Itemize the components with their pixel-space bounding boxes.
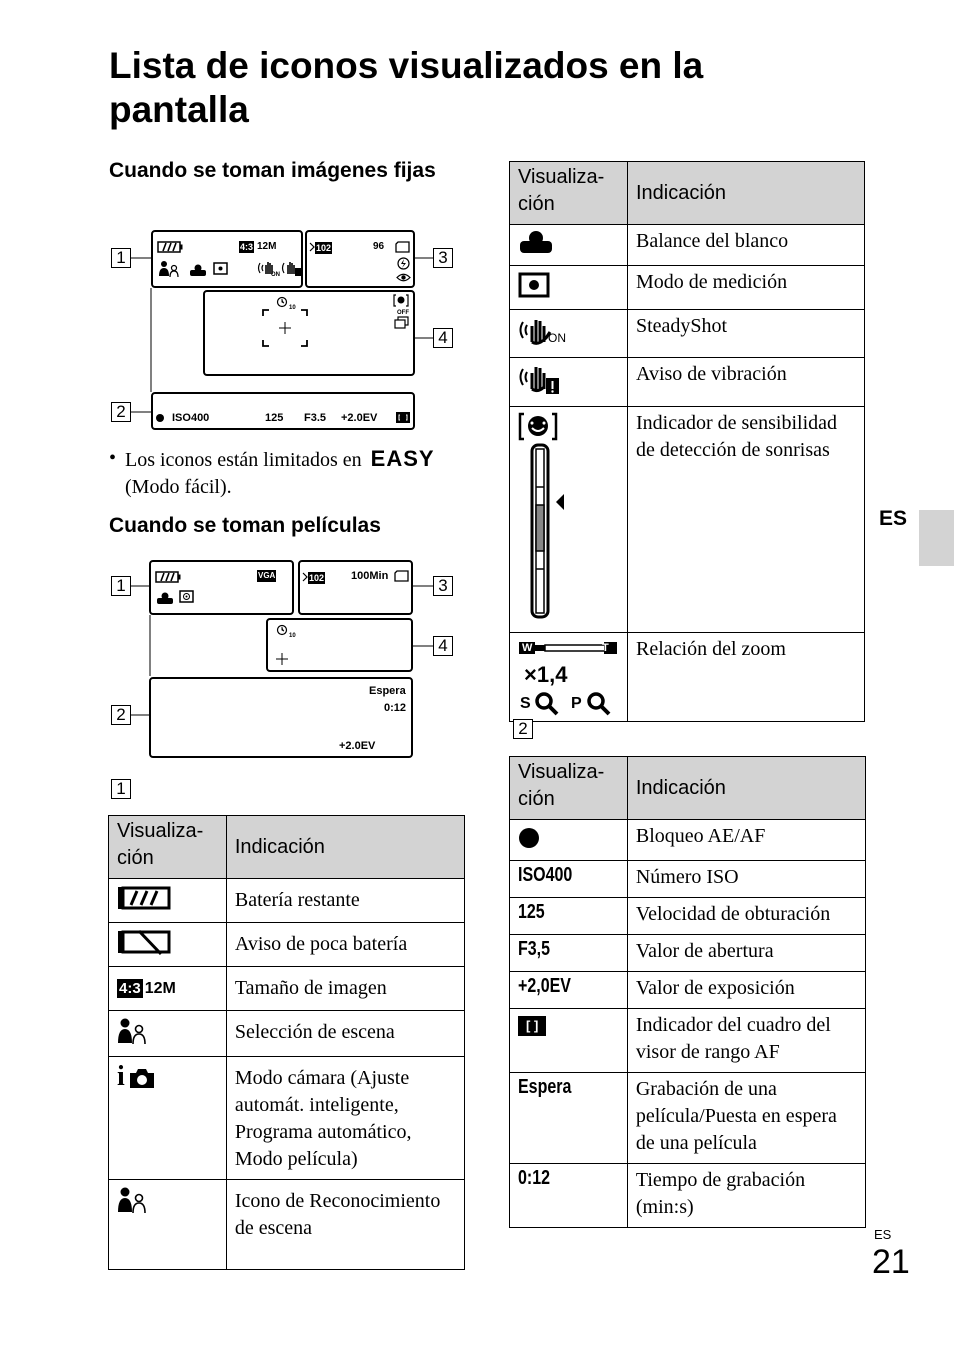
table-row — [510, 310, 865, 358]
iso-label: ISO400 — [518, 864, 573, 886]
battery-low-icon — [117, 929, 173, 955]
table1b-desc-1: Modo de medición — [627, 266, 864, 310]
ev-label: +2,0EV — [518, 975, 571, 997]
callout-2: 2 — [111, 402, 131, 422]
white-balance-table-icon — [518, 230, 554, 254]
table2-desc-2: Velocidad de obturación — [627, 898, 865, 935]
drive-mode-icon — [394, 316, 410, 330]
table-row — [510, 407, 865, 633]
language-tab-label: ES — [879, 507, 908, 530]
table2-desc-0: Bloqueo AE/AF — [627, 820, 865, 861]
movie-battery-icon — [155, 571, 181, 583]
table1-desc-2: Tamaño de imagen — [226, 967, 464, 1011]
zoom-ratio: ×1,4 — [524, 662, 568, 687]
af-range-finder-icon — [396, 412, 410, 423]
still-heading: Cuando se toman imágenes fijas — [109, 159, 436, 182]
zoom-t-label: T — [602, 642, 609, 654]
table-row — [510, 1164, 866, 1228]
folder-number: 102 — [316, 243, 332, 253]
display-table-2 — [509, 756, 866, 1228]
scene-recognition-icon — [158, 260, 182, 278]
still-note-suffix: (Modo fácil). — [125, 476, 232, 498]
table1-desc-1: Aviso de poca batería — [226, 923, 464, 967]
table-row — [510, 1009, 866, 1073]
movie-box-2 — [149, 677, 413, 758]
table-row — [109, 879, 465, 923]
camera-mode-icon — [129, 1067, 155, 1089]
table1b-header-display: Visualiza- ción — [510, 162, 628, 225]
battery-full-icon — [117, 885, 173, 911]
table1b-desc-0: Balance del blanco — [627, 225, 864, 266]
movie-metering-icon — [179, 590, 195, 604]
table-row — [109, 1011, 465, 1057]
table-row — [510, 972, 866, 1009]
camera-mode-letter: i — [117, 1061, 125, 1092]
table1-header-display: Visualiza- ción — [109, 816, 227, 879]
movie-box-4 — [266, 618, 413, 672]
footer-lang: ES — [874, 1227, 892, 1242]
table1b-desc-4: Indicador de sensibilidad de detección de sonrisas — [627, 407, 864, 633]
zoom-w-label: W — [522, 642, 533, 654]
page-title: Lista de iconos visualizados en la pantalla — [109, 45, 704, 130]
smile-detection-sub: OFF — [397, 310, 409, 316]
table-row — [109, 967, 465, 1011]
still-box-1 — [151, 230, 303, 288]
table-row — [510, 861, 866, 898]
ev-value: +2.0EV — [341, 412, 378, 424]
table-row — [510, 633, 865, 722]
table-row — [510, 898, 866, 935]
image-size-value-icon: 12M — [144, 980, 176, 997]
zoom-p-label: P — [571, 695, 582, 712]
iso-value: ISO400 — [172, 412, 210, 424]
shutter-value: 125 — [265, 412, 284, 424]
steadyshot-sub: ON — [271, 272, 280, 278]
flash-icon — [397, 257, 410, 270]
callout-1: 1 — [111, 248, 131, 268]
ae-af-lock-table-icon — [518, 827, 540, 849]
movie-time: 0:12 — [384, 702, 407, 714]
smile-detection-icon — [393, 294, 411, 308]
table-row — [109, 1180, 465, 1270]
table1-header-indication: Indicación — [226, 816, 464, 879]
still-box-2 — [151, 392, 415, 430]
table2-desc-4: Valor de exposición — [627, 972, 865, 1009]
zoom-s-label: S — [520, 695, 531, 712]
table1b-desc-5: Relación del zoom — [627, 633, 864, 722]
movie-folder-number: 102 — [309, 573, 325, 583]
table1-desc-0: Batería restante — [226, 879, 464, 923]
shutter-label: 125 — [518, 901, 545, 923]
display-table-1b — [509, 161, 865, 722]
movie-size-badge: VGA — [258, 571, 276, 580]
aspect-badge: 4:3 — [240, 242, 254, 252]
table-row — [109, 1057, 465, 1180]
movie-crosshair-icon — [275, 652, 289, 666]
smile-sensitivity-icon — [518, 411, 568, 621]
table-row — [510, 820, 866, 861]
movie-box-3 — [298, 560, 413, 615]
rec-time-label: 0:12 — [518, 1167, 551, 1189]
movie-box-1 — [149, 560, 294, 615]
af-range-icon: [ ] — [518, 1016, 546, 1036]
image-size-aspect-icon: 4:3 — [119, 980, 141, 997]
table-row — [109, 923, 465, 967]
vibration-warning-icon — [281, 259, 303, 277]
white-balance-icon — [189, 264, 207, 276]
table-row — [510, 935, 866, 972]
table1b-desc-3: Aviso de vibración — [627, 358, 864, 407]
table-row — [510, 1073, 866, 1164]
standby-label: Espera — [518, 1076, 572, 1098]
page-number: 21 — [872, 1243, 910, 1281]
af-frame-icon — [261, 308, 309, 348]
table2-header-display: Visualiza- ción — [510, 757, 628, 820]
movie-selftimer-sub: 10 — [289, 633, 296, 639]
movie-standby: Espera — [369, 685, 406, 697]
image-size: 12M — [257, 241, 277, 252]
table2-desc-6: Grabación de una película/Puesta en espera de una película — [627, 1073, 865, 1164]
movie-remaining: 100Min — [351, 570, 389, 582]
shots-remaining: 96 — [373, 241, 385, 252]
aperture-value: F3.5 — [304, 412, 327, 424]
display-table-1 — [108, 815, 465, 1270]
selftimer-sub: 10 — [289, 305, 296, 311]
table1-desc-4: Modo cámara (Ajuste automát. inteligente, Programa automático, Modo película) — [226, 1057, 464, 1180]
table2-desc-3: Valor de abertura — [627, 935, 865, 972]
movie-callout-4: 4 — [433, 636, 453, 656]
table-row — [510, 266, 865, 310]
table2-desc-7: Tiempo de grabación (min:s) — [627, 1164, 865, 1228]
movie-callout-1: 1 — [111, 576, 131, 596]
section-2-label: 2 — [513, 719, 533, 739]
table1b-desc-2: SteadyShot — [627, 310, 864, 358]
table-row — [510, 225, 865, 266]
table1-desc-5: Icono de Reconocimiento de escena — [226, 1180, 464, 1270]
table2-desc-5: Indicador del cuadro del visor de rango AF — [627, 1009, 865, 1073]
movie-callout-3: 3 — [433, 576, 453, 596]
red-eye-icon — [396, 272, 411, 283]
table-row — [510, 358, 865, 407]
still-note-prefix: Los iconos están limitados en — [125, 449, 362, 471]
scene-selection-icon — [117, 1017, 149, 1045]
movie-ev: +2.0EV — [339, 740, 376, 752]
metering-icon — [213, 262, 229, 276]
callout-4: 4 — [433, 328, 453, 348]
table2-desc-1: Número ISO — [627, 861, 865, 898]
still-box-3 — [305, 230, 415, 288]
steadyshot-on-label: ON — [548, 331, 566, 345]
table1b-header-indication: Indicación — [627, 162, 864, 225]
movie-memory-card-icon — [394, 570, 410, 582]
aperture-label: F3,5 — [518, 938, 551, 960]
callout-3: 3 — [433, 248, 453, 268]
table1-desc-3: Selección de escena — [226, 1011, 464, 1057]
memory-card-icon — [395, 241, 411, 253]
table2-header-indication: Indicación — [627, 757, 865, 820]
section-1-label: 1 — [111, 779, 131, 799]
still-box-4 — [203, 290, 415, 376]
movie-callout-2: 2 — [111, 705, 131, 725]
precision-zoom-icon — [586, 691, 612, 717]
easy-mode-label: EASY — [370, 446, 435, 471]
movie-white-balance-icon — [156, 592, 174, 604]
vibration-warning-table-icon — [518, 363, 562, 395]
battery-icon — [157, 241, 183, 253]
scene-recognition-table-icon — [117, 1186, 149, 1214]
metering-mode-table-icon — [518, 272, 550, 298]
smart-zoom-icon — [534, 691, 560, 717]
movie-heading: Cuando se toman películas — [109, 514, 381, 537]
ae-af-lock-icon — [155, 413, 165, 423]
